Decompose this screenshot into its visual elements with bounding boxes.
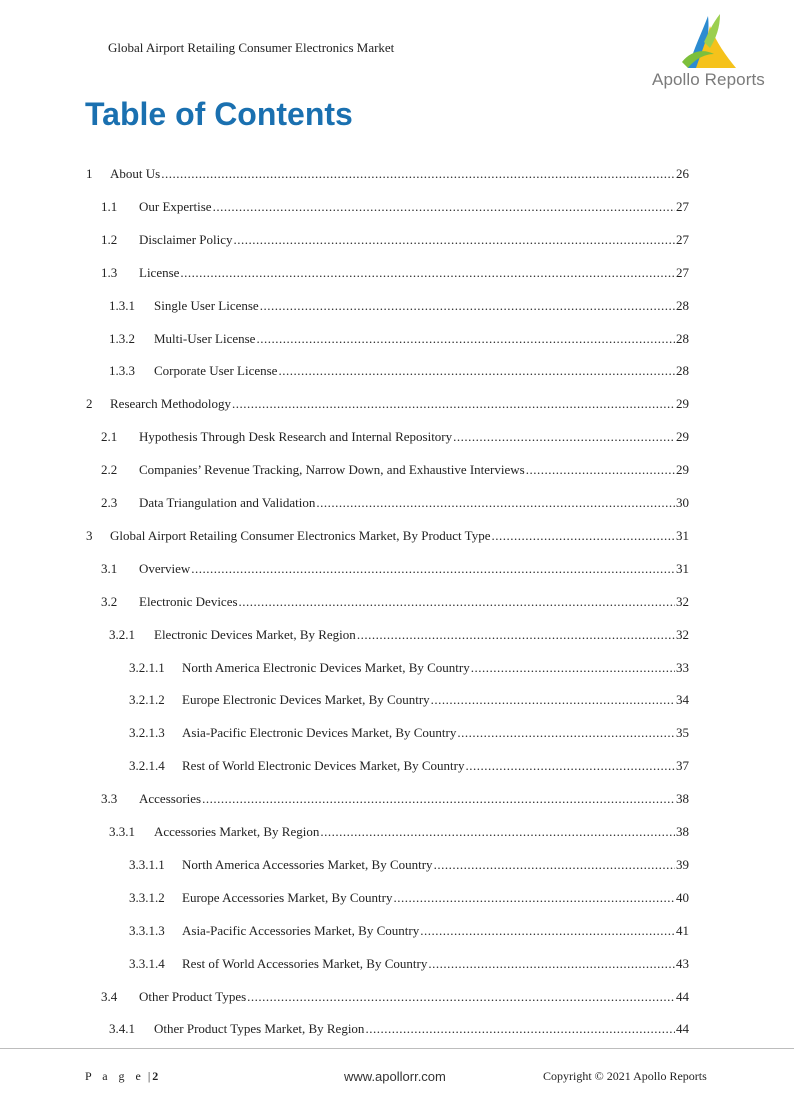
toc-dot-leader	[239, 594, 675, 610]
toc-entry[interactable]	[129, 923, 689, 941]
footer-website[interactable]: www.apollorr.com	[344, 1069, 446, 1084]
toc-dot-leader	[161, 166, 675, 182]
toc-entry[interactable]	[86, 528, 689, 546]
toc-entry-title: Disclaimer Policy	[139, 232, 233, 247]
toc-dot-leader	[465, 758, 675, 774]
toc-entry[interactable]	[101, 429, 689, 447]
toc-entry-page: 38	[676, 791, 689, 806]
toc-entry-page: 44	[676, 1021, 689, 1036]
toc-entry-number: 3.3.1.3	[129, 923, 165, 938]
toc-entry-title: Other Product Types Market, By Region	[154, 1021, 365, 1036]
toc-entry-title: Multi-User License	[154, 331, 256, 346]
toc-entry-title: Single User License	[154, 298, 259, 313]
toc-entry-title: License	[139, 265, 180, 280]
toc-entry-number: 2.1	[101, 429, 118, 444]
apollo-reports-logo	[646, 12, 776, 92]
toc-entry-number: 3.3.1	[109, 824, 135, 839]
toc-dot-leader	[365, 1021, 675, 1037]
toc-entry-page: 32	[676, 627, 689, 642]
toc-entry-title: Corporate User License	[154, 363, 278, 378]
toc-entry-title: Europe Electronic Devices Market, By Country	[182, 692, 430, 707]
toc-entry[interactable]	[129, 758, 689, 776]
toc-entry-page: 40	[676, 890, 689, 905]
toc-dot-leader	[526, 462, 675, 478]
toc-dot-leader	[393, 890, 675, 906]
toc-dot-leader	[471, 660, 675, 676]
toc-entry-number: 3.2.1.4	[129, 758, 165, 773]
toc-entry-number: 3.2.1.3	[129, 725, 165, 740]
toc-dot-leader	[434, 857, 675, 873]
toc-entry-title: Hypothesis Through Desk Research and Internal Repository	[139, 429, 453, 444]
toc-entry[interactable]	[109, 1021, 689, 1039]
toc-entry-number: 2.2	[101, 462, 118, 477]
toc-entry-page: 33	[676, 660, 689, 675]
toc-entry[interactable]	[101, 199, 689, 217]
toc-entry-title: Rest of World Accessories Market, By Country	[182, 956, 428, 971]
toc-entry[interactable]	[129, 890, 689, 908]
toc-entry-title: Accessories Market, By Region	[154, 824, 320, 839]
toc-entry-title: Overview	[139, 561, 191, 576]
toc-dot-leader	[247, 989, 675, 1005]
toc-entry-page: 41	[676, 923, 689, 938]
toc-entry-number: 3.4.1	[109, 1021, 135, 1036]
toc-entry-number: 3.3.1.2	[129, 890, 165, 905]
toc-dot-leader	[191, 561, 675, 577]
toc-entry-number: 3	[86, 528, 93, 543]
toc-entry-page: 37	[676, 758, 689, 773]
toc-entry-page: 31	[676, 561, 689, 576]
toc-entry-page: 32	[676, 594, 689, 609]
toc-dot-leader	[256, 331, 675, 347]
toc-entry-number: 3.2.1.1	[129, 660, 165, 675]
toc-entry-title: Other Product Types	[139, 989, 247, 1004]
toc-entry-number: 3.2	[101, 594, 118, 609]
toc-entry-title: Global Airport Retailing Consumer Electronics Market, By Product Type	[110, 528, 491, 543]
toc-entry[interactable]	[129, 692, 689, 710]
toc-entry-title: Europe Accessories Market, By Country	[182, 890, 393, 905]
page-label: P a g e	[85, 1069, 145, 1083]
toc-dot-leader	[431, 692, 675, 708]
toc-entry-title: Asia-Pacific Accessories Market, By Country	[182, 923, 420, 938]
toc-dot-leader	[316, 495, 675, 511]
toc-entry-page: 43	[676, 956, 689, 971]
toc-entry-title: Our Expertise	[139, 199, 212, 214]
toc-entry-number: 1.1	[101, 199, 118, 214]
toc-entry[interactable]	[109, 298, 689, 316]
toc-entry-number: 1.3.3	[109, 363, 135, 378]
apollo-logo-icon	[680, 12, 740, 70]
toc-dot-leader	[320, 824, 675, 840]
footer-page-number	[85, 1069, 158, 1084]
toc-entry-page: 27	[676, 232, 689, 247]
toc-entry-page: 31	[676, 528, 689, 543]
toc-dot-leader	[202, 791, 675, 807]
toc-entry-title: Electronic Devices Market, By Region	[154, 627, 356, 642]
toc-entry-page: 35	[676, 725, 689, 740]
toc-entry-title: Research Methodology	[110, 396, 231, 411]
toc-dot-leader	[453, 429, 675, 445]
toc-entry[interactable]	[109, 363, 689, 381]
toc-dot-leader	[234, 232, 675, 248]
toc-entry[interactable]	[101, 561, 689, 579]
toc-entry[interactable]	[129, 956, 689, 974]
toc-entry-page: 29	[676, 396, 689, 411]
footer-copyright: Copyright © 2021 Apollo Reports	[543, 1069, 707, 1083]
toc-entry[interactable]	[129, 725, 689, 743]
toc-dot-leader	[232, 396, 675, 412]
toc-entry[interactable]	[101, 495, 689, 513]
toc-entry-title: Rest of World Electronic Devices Market, By Country	[182, 758, 465, 773]
page-number: 2	[152, 1069, 159, 1083]
toc-entry-page: 28	[676, 363, 689, 378]
toc-entry-number: 3.2.1.2	[129, 692, 165, 707]
toc-entry-number: 1	[86, 166, 93, 181]
toc-entry-number: 1.3.2	[109, 331, 135, 346]
toc-entry-number: 3.1	[101, 561, 118, 576]
toc-dot-leader	[260, 298, 675, 314]
toc-entry[interactable]	[86, 396, 689, 414]
toc-entry-title: Electronic Devices	[139, 594, 238, 609]
toc-dot-leader	[491, 528, 675, 544]
toc-entry-number: 1.2	[101, 232, 118, 247]
toc-entry[interactable]	[101, 791, 689, 809]
toc-entry-title: North America Accessories Market, By Country	[182, 857, 433, 872]
toc-entry-page: 28	[676, 331, 689, 346]
toc-entry-number: 1.3.1	[109, 298, 135, 313]
toc-entry-number: 3.2.1	[109, 627, 135, 642]
toc-entry-number: 2.3	[101, 495, 118, 510]
toc-heading: Table of Contents	[85, 96, 353, 132]
page-separator: |	[147, 1069, 151, 1083]
header-title: Global Airport Retailing Consumer Electronics Market	[108, 40, 395, 55]
toc-entry[interactable]	[86, 166, 689, 184]
toc-entry[interactable]	[109, 824, 689, 842]
toc-entry-page: 44	[676, 989, 689, 1004]
toc-entry-title: About Us	[110, 166, 161, 181]
toc-entry-title: Accessories	[139, 791, 202, 806]
logo-text: Apollo Reports	[652, 70, 765, 89]
toc-entry[interactable]	[109, 627, 689, 645]
toc-entry-number: 3.3.1.4	[129, 956, 165, 971]
toc-entry-title: Companies’ Revenue Tracking, Narrow Down, and Exhaustive Interviews	[139, 462, 525, 477]
toc-entry[interactable]	[129, 660, 689, 678]
toc-dot-leader	[420, 923, 675, 939]
toc-entry[interactable]	[109, 331, 689, 349]
toc-entry-page: 34	[676, 692, 689, 707]
toc-entry-number: 3.3	[101, 791, 118, 806]
toc-entry[interactable]	[101, 989, 689, 1007]
toc-entry-title: North America Electronic Devices Market, By Country	[182, 660, 470, 675]
toc-entry-page: 29	[676, 429, 689, 444]
toc-entry-page: 30	[676, 495, 689, 510]
toc-entry[interactable]	[101, 462, 689, 480]
toc-entry-page: 27	[676, 265, 689, 280]
toc-entry-page: 26	[676, 166, 689, 181]
toc-entry[interactable]	[129, 857, 689, 875]
toc-dot-leader	[428, 956, 675, 972]
toc-entry-page: 28	[676, 298, 689, 313]
toc-dot-leader	[457, 725, 675, 741]
toc-entry-page: 39	[676, 857, 689, 872]
toc-entry-number: 3.4	[101, 989, 118, 1004]
toc-entry-number: 1.3	[101, 265, 118, 280]
toc-entry[interactable]	[101, 594, 689, 612]
toc-entry-number: 3.3.1.1	[129, 857, 165, 872]
toc-entry-page: 29	[676, 462, 689, 477]
toc-dot-leader	[180, 265, 675, 281]
toc-entry-title: Data Triangulation and Validation	[139, 495, 316, 510]
toc-dot-leader	[278, 363, 675, 379]
footer-divider	[0, 1048, 794, 1049]
toc-dot-leader	[357, 627, 675, 643]
toc-dot-leader	[213, 199, 675, 215]
toc-entry[interactable]	[101, 265, 689, 283]
toc-entry-number: 2	[86, 396, 93, 411]
toc-entry-page: 38	[676, 824, 689, 839]
toc-entry[interactable]	[101, 232, 689, 250]
toc-entry-title: Asia-Pacific Electronic Devices Market, By Country	[182, 725, 457, 740]
toc-entry-page: 27	[676, 199, 689, 214]
